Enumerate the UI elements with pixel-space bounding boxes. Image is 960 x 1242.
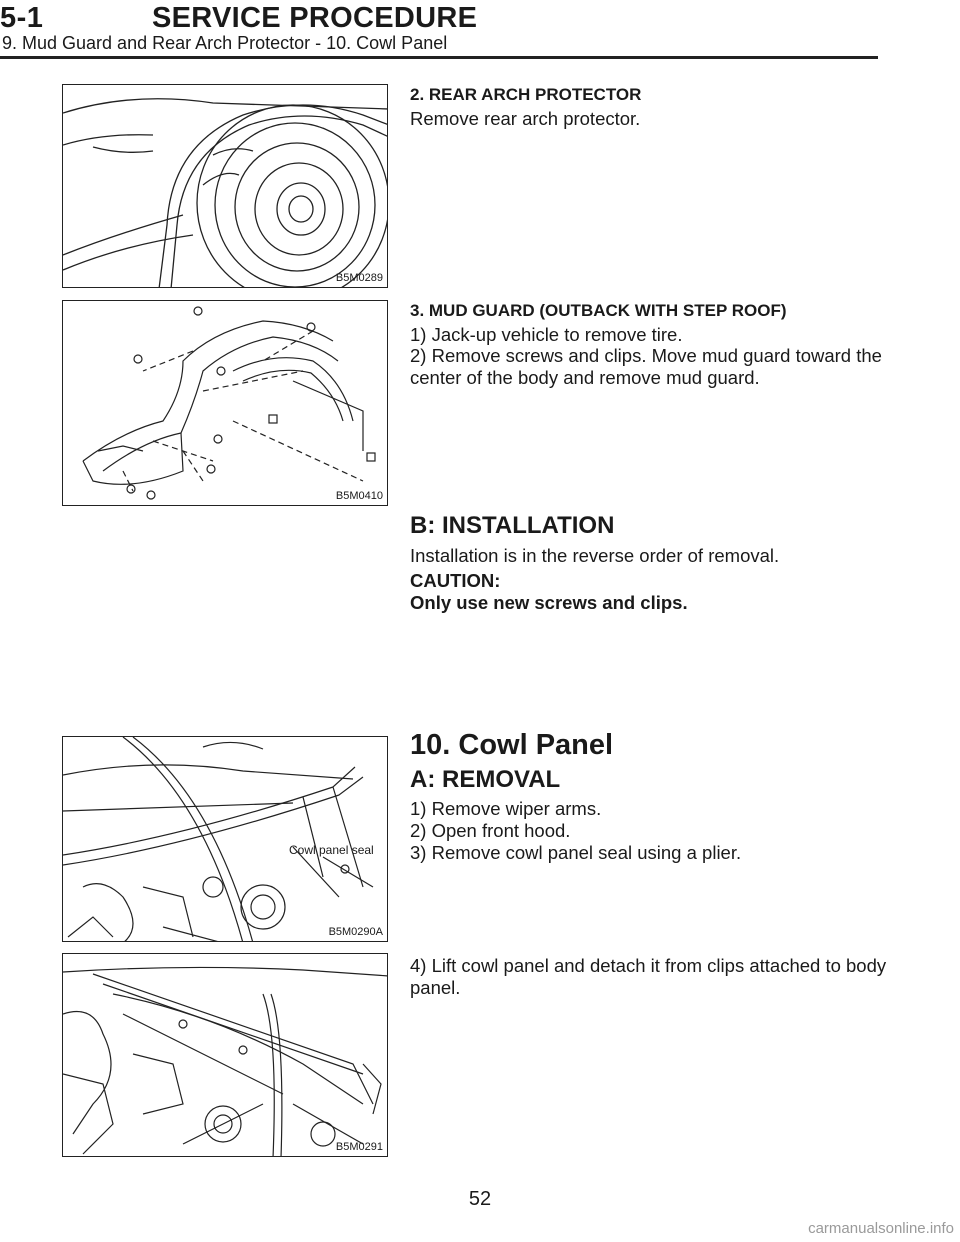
installation-text: Installation is in the reverse order of removal.	[410, 545, 780, 566]
mud-guard-step-2-line-1: 2) Remove screws and clips. Move mud guard toward the	[410, 345, 882, 366]
figure-cowl-seal	[62, 736, 388, 942]
figure-id: B5M0290A	[328, 926, 383, 938]
rear-arch-illustration	[63, 85, 388, 288]
cowl-panel-illustration	[63, 954, 388, 1157]
figure-rear-arch	[62, 84, 388, 288]
header-rule	[0, 56, 878, 59]
cowl-step-4-line-2: panel.	[410, 977, 461, 998]
removal-heading: A: REMOVAL	[410, 766, 561, 793]
cowl-step-4-line-1: 4) Lift cowl panel and detach it from clips attached to body	[410, 955, 887, 976]
mud-guard-step-1: 1) Jack-up vehicle to remove tire.	[410, 324, 683, 345]
mud-guard-step-2-line-2: center of the body and remove mud guard.	[410, 367, 760, 388]
page-number: 52	[468, 1188, 492, 1210]
rear-arch-heading: 2. REAR ARCH PROTECTOR	[410, 85, 642, 104]
cowl-seal-callout: Cowl panel seal	[289, 843, 374, 857]
figure-id: B5M0410	[335, 490, 383, 502]
installation-heading: B: INSTALLATION	[410, 512, 615, 539]
rear-arch-step: Remove rear arch protector.	[410, 108, 641, 129]
cowl-step-3: 3) Remove cowl panel seal using a plier.	[410, 842, 742, 863]
cowl-step-2: 2) Open front hood.	[410, 820, 571, 841]
section-subtitle: 9. Mud Guard and Rear Arch Protector - 10. Cowl Panel	[2, 33, 448, 53]
mud-guard-heading: 3. MUD GUARD (OUTBACK WITH STEP ROOF)	[410, 301, 787, 320]
section-title: SERVICE PROCEDURE	[152, 2, 478, 34]
figure-mud-guard	[62, 300, 388, 506]
caution-label: CAUTION:	[410, 570, 501, 591]
cowl-panel-title: 10. Cowl Panel	[410, 729, 614, 761]
cowl-seal-illustration	[63, 737, 388, 942]
caution-text: Only use new screws and clips.	[410, 592, 688, 613]
watermark-link[interactable]: carmanualsonline.info	[808, 1220, 954, 1237]
figure-id: B5M0291	[335, 1141, 383, 1153]
page-header	[0, 0, 960, 58]
cowl-step-1: 1) Remove wiper arms.	[410, 798, 602, 819]
mud-guard-illustration	[63, 301, 388, 506]
figure-id: B5M0289	[335, 272, 383, 284]
section-number: 5-1	[0, 2, 44, 34]
figure-cowl-panel	[62, 953, 388, 1157]
